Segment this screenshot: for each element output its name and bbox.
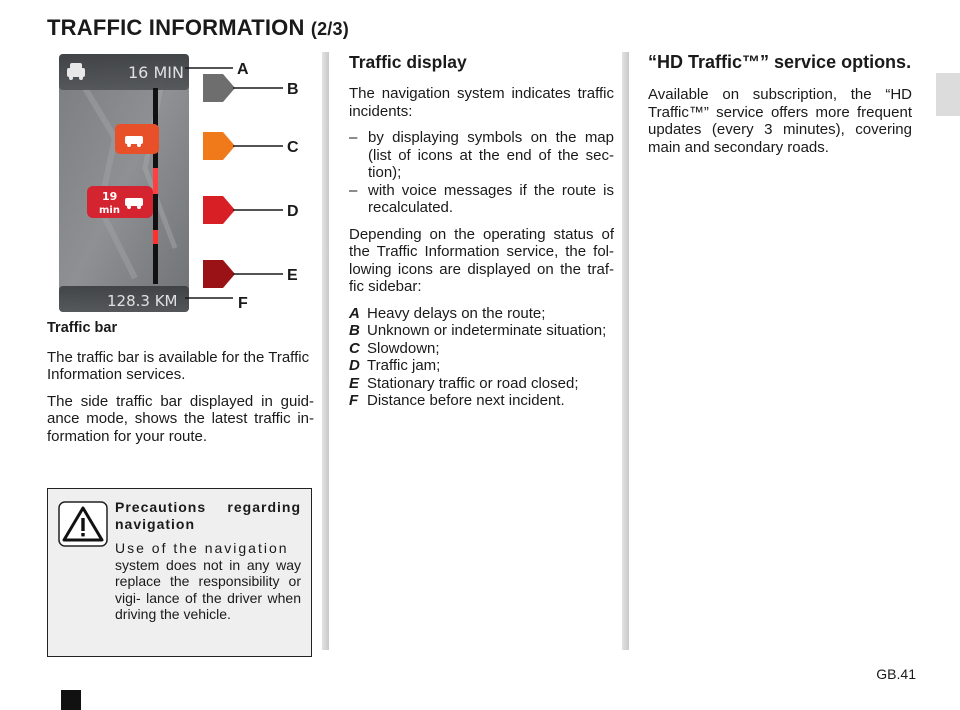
legend-key: B — [349, 322, 360, 339]
legend-text: Slowdown; — [367, 339, 440, 357]
callout-b-label: B — [287, 81, 299, 98]
callout-c — [283, 136, 303, 156]
hd-traffic-section — [648, 52, 912, 165]
callout-a — [233, 58, 253, 78]
map-panel — [59, 54, 189, 312]
hd-traffic-heading: “HD Traffic™” service options. — [648, 52, 912, 72]
legend-key: A — [349, 304, 360, 322]
legend-item — [349, 340, 614, 358]
unknown-situation-icon — [203, 74, 235, 102]
hd-traffic-para: Available on subscription, the “HD Traffic™” service offers more frequent updates (every 3 minutes), covering main and secondary roads. — [648, 86, 912, 156]
list-item-text: by displaying symbols on the map (list of icons at the end of the sec- tion); — [368, 129, 614, 181]
column-divider — [322, 52, 329, 650]
legend-item — [349, 322, 614, 340]
delay-marker — [87, 186, 153, 218]
traffic-display-para: Depending on the operating status of the Traffic Information service, the fol- lowing icons are displayed on the traf- fic sidebar: — [349, 225, 614, 295]
legend-text: Traffic jam; — [367, 357, 441, 374]
legend-item — [349, 375, 614, 393]
legend-item — [349, 357, 614, 375]
callout-d-label: D — [287, 203, 299, 220]
stationary-traffic-icon — [203, 260, 235, 288]
legend-item — [349, 305, 614, 323]
legend-key: D — [349, 357, 360, 374]
list-item-text: with voice messages if the route is recalculated. — [368, 181, 614, 216]
callout-a-label: A — [237, 61, 249, 78]
legend-text: Unknown or indeterminate situation; — [367, 322, 607, 339]
warning-text-rest: system does not in any way replace the responsibility or vigi- lance of the driver when driving the vehicle. — [115, 556, 301, 622]
warning-text-lead: Use of the navigation — [115, 540, 289, 556]
callout-d — [283, 200, 303, 220]
page-number: GB.41 — [876, 666, 916, 682]
callout-b — [283, 78, 303, 98]
callout-f — [233, 292, 253, 312]
traffic-bar-para: The side traffic bar displayed in guid- ance mode, shows the latest traffic in- formation for your route. — [47, 392, 314, 445]
list-item: – with voice messages if the route is recalculated. — [349, 181, 614, 216]
traffic-jam-icon — [203, 196, 235, 224]
legend-item — [349, 392, 614, 410]
traffic-display-heading: Traffic display — [349, 52, 467, 72]
column-divider — [622, 52, 629, 650]
traffic-display-section — [349, 52, 614, 410]
callout-e — [283, 264, 303, 284]
callout-lines — [185, 68, 283, 298]
page-title — [47, 15, 349, 41]
slowdown-marker — [115, 124, 159, 154]
legend-text: Heavy delays on the route; — [367, 304, 546, 322]
legend-key: C — [349, 339, 360, 357]
callout-e-label: E — [287, 267, 298, 284]
legend-text: Distance before next incident. — [367, 392, 565, 409]
route-incident-segment — [153, 230, 158, 244]
crop-mark — [61, 690, 81, 710]
callout-c-label: C — [287, 139, 299, 156]
legend-text: Stationary traffic or road closed; — [367, 374, 579, 392]
callout-f-label: F — [238, 295, 248, 312]
distance-label: 128.3 KM — [107, 292, 178, 310]
traffic-bar-para: The traffic bar is available for the Traffic Information services. — [47, 348, 310, 383]
legend-key: F — [349, 392, 359, 409]
delay-value: 19 — [102, 190, 118, 203]
traffic-bar-figure — [45, 48, 307, 318]
traffic-bar-heading: Traffic bar — [47, 320, 118, 336]
warning-box — [47, 488, 312, 657]
legend-key: E — [349, 374, 360, 392]
warning-title: Precautions regarding navigation — [115, 499, 301, 532]
icon-legend — [349, 305, 614, 410]
section-tab — [936, 73, 960, 116]
traffic-display-intro: The navigation system indicates traffic incidents: — [349, 85, 614, 120]
time-label: 16 MIN — [128, 63, 184, 82]
page-title-part: (2/3) — [310, 19, 349, 39]
page-title-text: TRAFFIC INFORMATION — [47, 15, 305, 40]
delay-unit: min — [99, 205, 120, 216]
route-incident-segment — [153, 168, 158, 194]
traffic-bar-section — [47, 320, 314, 454]
list-item: – by displaying symbols on the map (list of icons at the end of the sec- tion); — [349, 129, 614, 181]
slowdown-icon — [203, 132, 235, 160]
